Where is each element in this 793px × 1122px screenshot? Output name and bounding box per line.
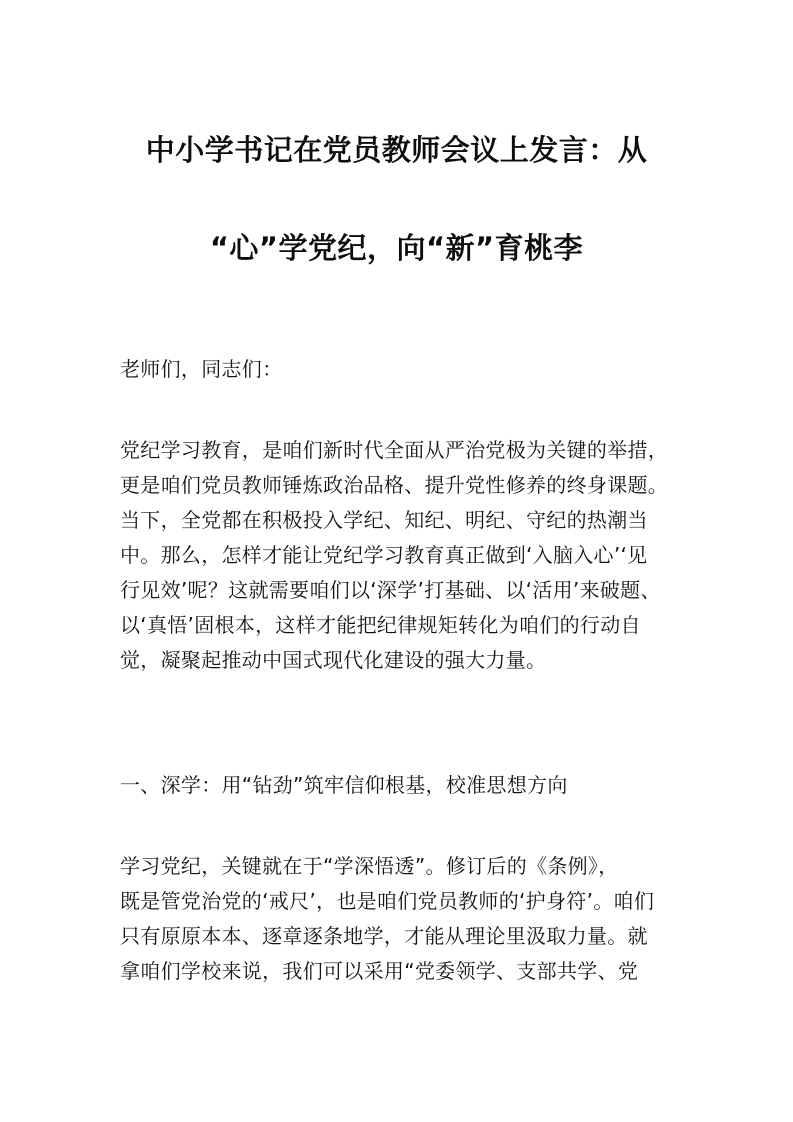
- paragraph-line: 以‘真悟’固根本，这样才能把纪律规矩转化为咱们的行动自: [120, 613, 641, 637]
- paragraph-line: 只有原原本本、逐章逐条地学，才能从理论里汲取力量。就: [120, 924, 648, 948]
- salutation: 老师们，同志们：: [120, 357, 283, 381]
- paragraph-line: 更是咱们党员教师锤炼政治品格、提升党性修养的终身课题。: [120, 473, 669, 497]
- paragraph-line: 当下，全党都在积极投入学纪、知纪、明纪、守纪的热潮当: [120, 508, 648, 532]
- section-heading: 一、深学：用“钻劲”筑牢信仰根基，校准思想方向: [120, 773, 568, 797]
- paragraph-line: 学习党纪，关键就在于“学深悟透”。修订后的《条例》，: [120, 854, 619, 878]
- paragraph-line: 中。那么，怎样才能让党纪学习教育真正做到‘入脑入心’‘见: [120, 543, 648, 567]
- paragraph-line: 觉，凝聚起推动中国式现代化建设的强大力量。: [120, 648, 547, 672]
- paragraph-line: 既是管党治党的‘戒尺’，也是咱们党员教师的‘护身符’。咱们: [120, 889, 655, 913]
- paragraph-line: 拿咱们学校来说，我们可以采用“党委领学、支部共学、党: [120, 959, 639, 983]
- document-title-line-2: “心”学党纪，向“新”育桃李: [209, 231, 584, 265]
- paragraph-line: 行见效’呢？这就需要咱们以‘深学’打基础、以‘活用’来破题、: [120, 578, 661, 602]
- document-title-line-1: 中小学书记在党员教师会议上发言：从: [145, 133, 648, 167]
- paragraph-line: 党纪学习教育，是咱们新时代全面从严治党极为关键的举措，: [120, 438, 669, 462]
